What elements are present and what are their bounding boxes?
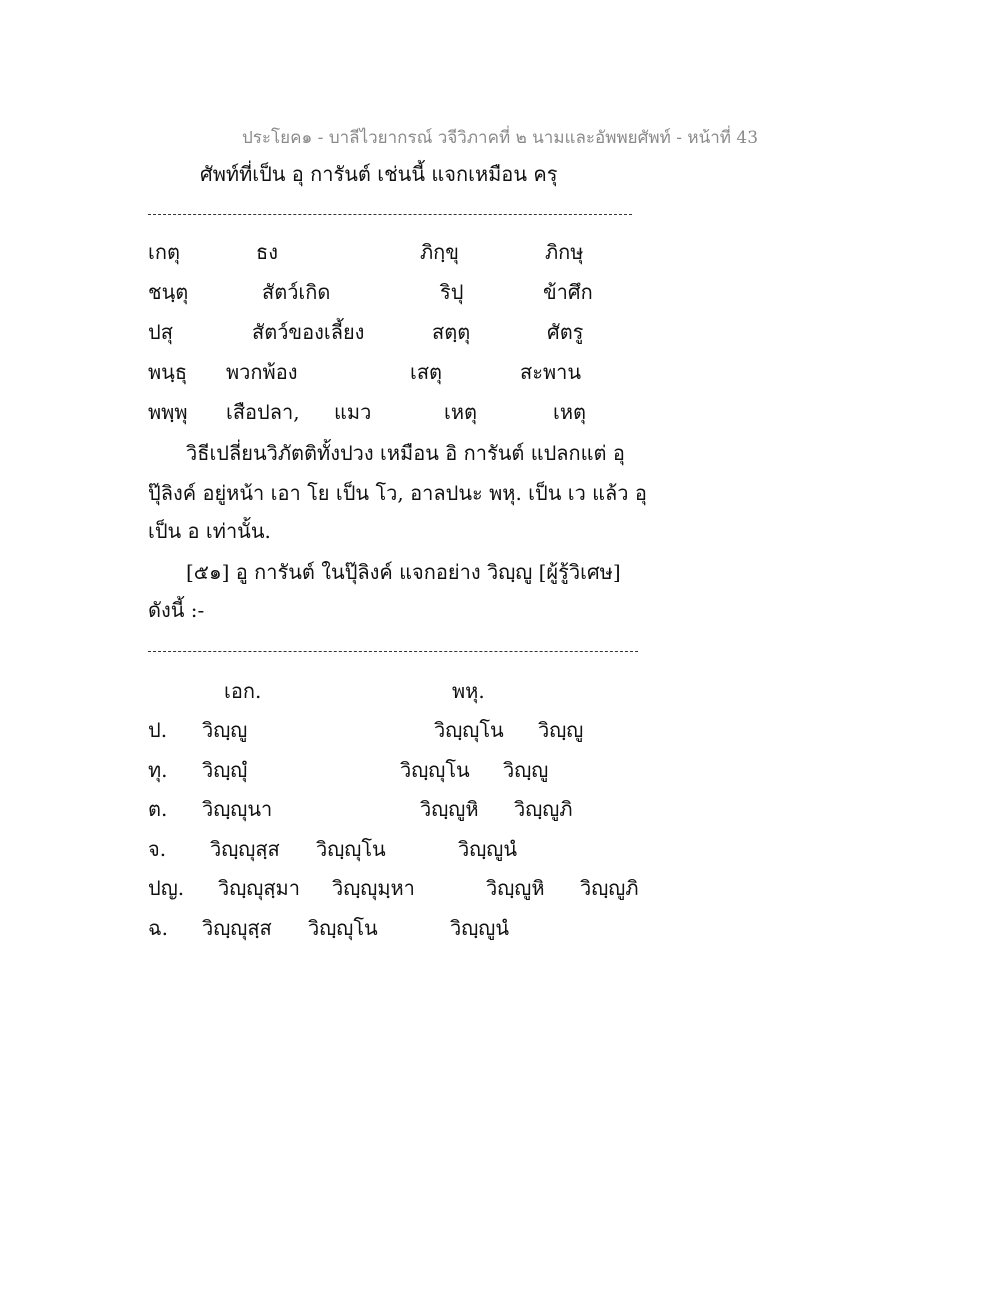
- vocab-word: เกตุ: [148, 240, 180, 264]
- vocab-meaning: พวกพ้อง: [226, 360, 298, 384]
- vocab-meaning: ข้าศึก: [543, 280, 593, 304]
- vocab-meaning: ภิกษุ: [545, 240, 584, 264]
- vocab-word: ริปุ: [440, 280, 464, 304]
- paragraph-line: ดังนี้ :-: [148, 598, 205, 622]
- vocab-word: เสตุ: [410, 360, 443, 384]
- plural-form: วิญฺญู: [503, 758, 549, 782]
- vocab-meaning: แมว: [334, 400, 372, 424]
- plural-form: วิญฺญูภิ: [514, 797, 573, 821]
- vocab-row: [0, 320, 1000, 350]
- table-row: [0, 718, 1000, 748]
- plural-form: วิญฺญุโน: [400, 758, 470, 782]
- vocab-word: สตฺตุ: [432, 320, 471, 344]
- vocab-meaning: สัตว์ของเลี้ยง: [252, 320, 365, 344]
- case-label: จ.: [148, 837, 167, 861]
- table-row: [0, 916, 1000, 946]
- dashed-rule-top: [148, 214, 632, 215]
- vocab-meaning: เสือปลา,: [226, 400, 300, 424]
- singular-form: วิญฺญู: [202, 718, 248, 742]
- singular-form: วิญฺญุํ: [202, 758, 248, 782]
- vocab-word: ชนฺตุ: [148, 280, 189, 304]
- table-row: [0, 758, 1000, 788]
- vocab-meaning: เหตุ: [553, 400, 587, 424]
- singular-form: วิญฺญุสฺมา: [218, 876, 300, 900]
- paragraph-line: ปุ๊ลิงค์ อยู่หน้า เอา โย เป็น โว, อาลปนะ พหุ. เป็น เว แล้ว อุ: [148, 481, 647, 505]
- vocab-meaning: สะพาน: [520, 360, 582, 384]
- singular-form: วิญฺญุสฺส: [210, 837, 280, 861]
- plural-form: วิญฺญุโน: [434, 718, 504, 742]
- vocab-meaning: ธง: [256, 240, 278, 264]
- vocab-word: ปสุ: [148, 320, 173, 344]
- vocab-word: พพฺพุ: [148, 400, 188, 424]
- vocab-word: พนฺธุ: [148, 360, 188, 384]
- vocab-word: ภิกฺขุ: [420, 240, 459, 264]
- paragraph-line: เป็น อ เท่านั้น.: [148, 519, 271, 543]
- case-label: ป.: [148, 718, 168, 742]
- table-row: [0, 797, 1000, 827]
- table-header: [0, 679, 1000, 709]
- paragraph-line: [๕๑] อู การันต์ ในปุ๊ลิงค์ แจกอย่าง วิญฺญู [ผู้รู้วิเศษ]: [186, 560, 621, 584]
- singular-form: วิญฺญุนา: [202, 797, 273, 821]
- table-row: [0, 876, 1000, 906]
- vocab-meaning: สัตว์เกิด: [262, 280, 331, 304]
- singular-form: วิญฺญุโน: [308, 916, 378, 940]
- vocab-row: [0, 240, 1000, 270]
- plural-form: วิญฺญูหิ: [420, 797, 479, 821]
- plural-form: วิญฺญูนํ: [450, 916, 509, 940]
- singular-form: วิญฺญุโน: [316, 837, 386, 861]
- table-row: [0, 837, 1000, 867]
- case-label: ทุ.: [148, 758, 168, 782]
- vocab-word: เหตุ: [444, 400, 478, 424]
- plural-form: วิญฺญูภิ: [580, 876, 639, 900]
- vocab-row: [0, 400, 1000, 430]
- running-header: ประโยค๑ - บาลีไวยากรณ์ วจีวิภาคที่ ๒ นามและอัพพยศัพท์ - หน้าที่ 43: [241, 128, 759, 148]
- column-singular: เอก.: [224, 679, 262, 703]
- plural-form: วิญฺญูหิ: [486, 876, 545, 900]
- plural-form: วิญฺญูนํ: [458, 837, 517, 861]
- column-plural: พหุ.: [452, 679, 485, 703]
- dashed-rule-bottom: [148, 651, 638, 652]
- intro-line: ศัพท์ที่เป็น อุ การันต์ เช่นนี้ แจกเหมือน ครุ: [200, 162, 558, 186]
- singular-form: วิญฺญุมฺหา: [332, 876, 415, 900]
- case-label: ต.: [148, 797, 168, 821]
- vocab-row: [0, 360, 1000, 390]
- vocab-row: [0, 280, 1000, 310]
- case-label: ฉ.: [148, 916, 168, 940]
- plural-form: วิญฺญู: [538, 718, 584, 742]
- paragraph-line: วิธีเปลี่ยนวิภัตติทั้งปวง เหมือน อิ การันต์ แปลกแต่ อุ: [186, 441, 625, 465]
- vocab-meaning: ศัตรู: [547, 320, 584, 344]
- case-label: ปญ.: [148, 876, 185, 900]
- singular-form: วิญฺญุสฺส: [202, 916, 272, 940]
